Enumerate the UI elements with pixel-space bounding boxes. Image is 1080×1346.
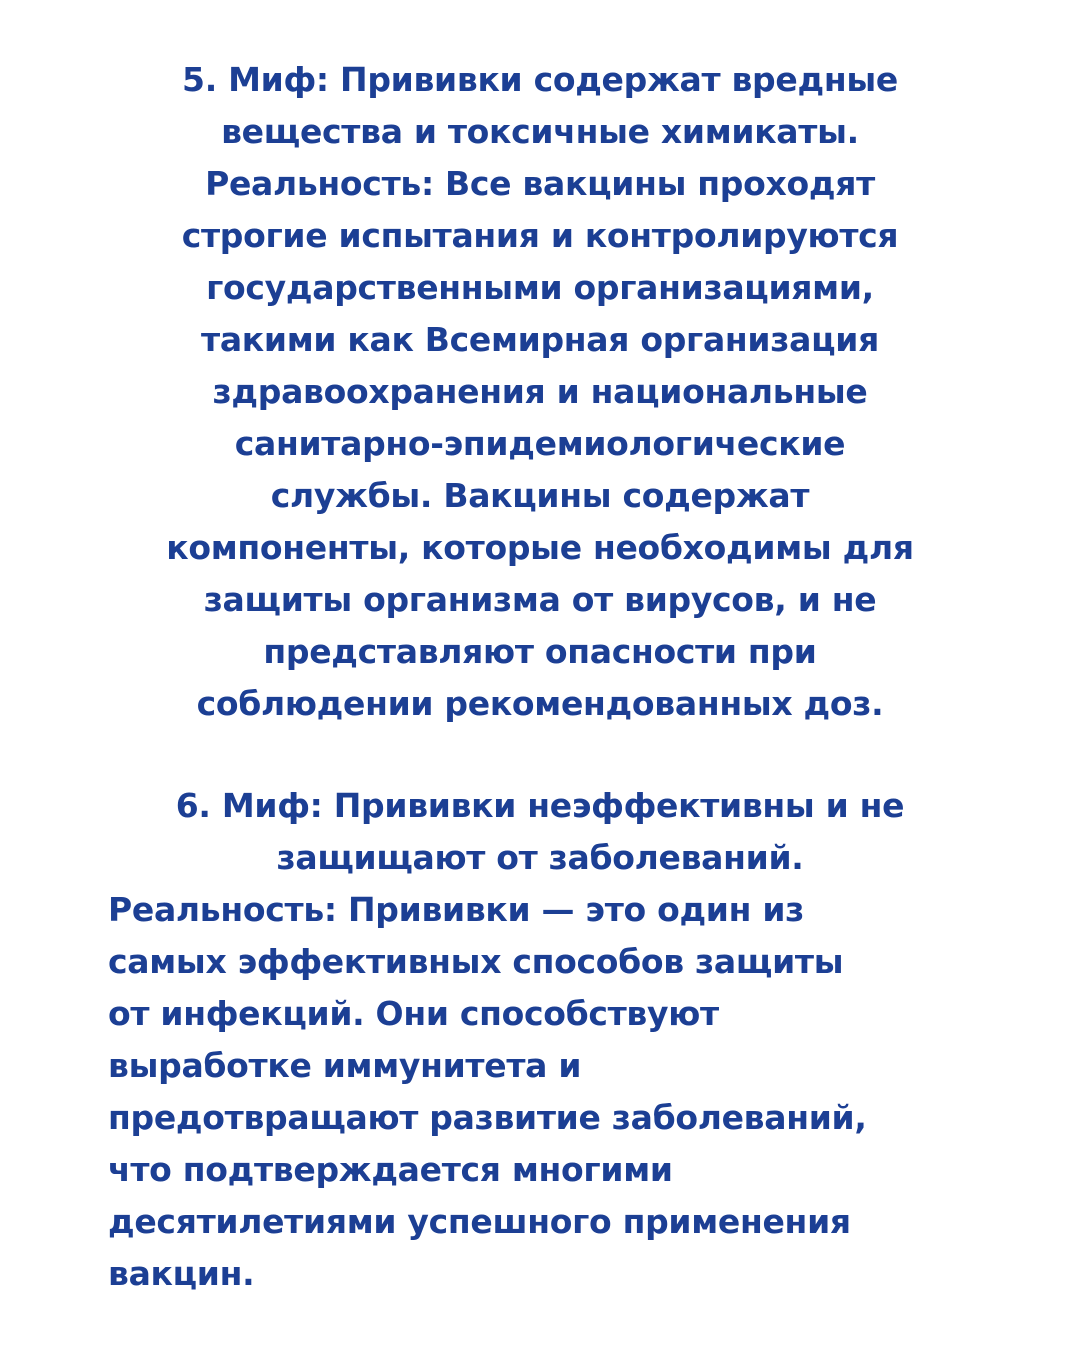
text-line: соблюдении рекомендованных доз.	[196, 684, 884, 723]
text-line: такими как Всемирная организация	[201, 320, 879, 359]
text-line: защищают от заболеваний.	[276, 838, 804, 877]
text-line: 6. Миф: Прививки неэффективны и не	[175, 786, 905, 825]
myth-6-reality-paragraph	[108, 884, 1008, 1300]
text-line: десятилетиями успешного применения	[108, 1202, 851, 1241]
text-line: службы. Вакцины содержат	[270, 476, 810, 515]
text-line: компоненты, которые необходимы для	[166, 528, 914, 567]
text-line: Реальность: Все вакцины проходят	[205, 164, 875, 203]
text-line: защиты организма от вирусов, и не	[203, 580, 877, 619]
text-line: что подтверждается многими	[108, 1150, 673, 1189]
myth-6-heading	[0, 780, 1080, 884]
text-line: строгие испытания и контролируются	[181, 216, 899, 255]
text-line: представляют опасности при	[263, 632, 817, 671]
text-line: здравоохранения и национальные	[212, 372, 868, 411]
text-line: государственными организациями,	[206, 268, 874, 307]
myth-5-paragraph	[0, 54, 1080, 730]
text-line: вещества и токсичные химикаты.	[221, 112, 859, 151]
text-line: вакцин.	[108, 1254, 255, 1293]
text-line: санитарно-эпидемиологические	[234, 424, 846, 463]
text-line: от инфекций. Они способствуют	[108, 994, 719, 1033]
text-line: самых эффективных способов защиты	[108, 942, 844, 981]
text-line: выработке иммунитета и	[108, 1046, 582, 1085]
text-line: 5. Миф: Прививки содержат вредные	[182, 60, 898, 99]
text-line: предотвращают развитие заболеваний,	[108, 1098, 867, 1137]
text-line: Реальность: Прививки — это один из	[108, 890, 805, 929]
